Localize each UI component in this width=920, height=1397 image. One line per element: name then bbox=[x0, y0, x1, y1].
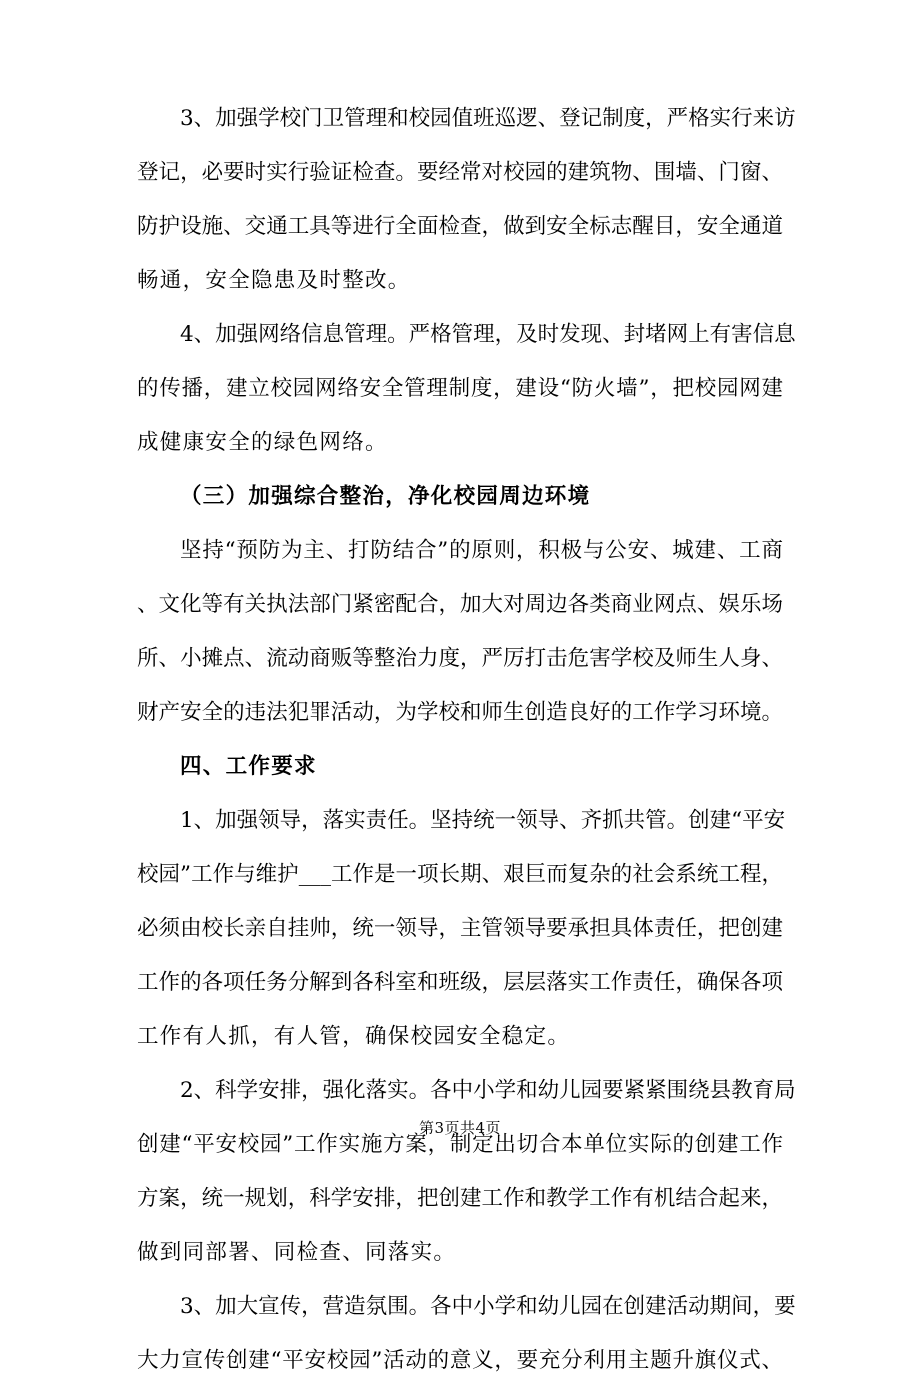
paragraph-remediation-line-4: 财产安全的违法犯罪活动，为学校和师生创造良好的工作学习环境。 bbox=[137, 700, 783, 725]
paragraph-3-line-2: 登记，必要时实行验证检查。要经常对校园的建筑物、围墙、门窗、 bbox=[137, 160, 783, 185]
requirement-1-line-2: 校园”工作与维护___工作是一项长期、艰巨而复杂的社会系统工程， bbox=[137, 862, 783, 887]
requirement-3-line-1: 3、加大宣传，营造氛围。各中小学和幼儿园在创建活动期间，要 bbox=[180, 1294, 796, 1319]
paragraph-remediation-line-1: 坚持“预防为主、打防结合”的原则，积极与公安、城建、工商 bbox=[180, 538, 783, 563]
paragraph-remediation-line-3: 所、小摊点、流动商贩等整治力度，严厉打击危害学校及师生人身、 bbox=[137, 646, 783, 671]
paragraph-4-line-3: 成健康安全的绿色网络。 bbox=[137, 430, 388, 455]
document-body bbox=[137, 101, 796, 1397]
paragraph-4-line-1: 4、加强网络信息管理。严格管理，及时发现、封堵网上有害信息 bbox=[180, 322, 796, 347]
section-heading-4: 四、工作要求 bbox=[180, 754, 317, 779]
paragraph-4-line-2: 的传播，建立校园网络安全管理制度，建设“防火墙”，把校园网建 bbox=[137, 376, 783, 401]
requirement-2-line-4: 做到同部署、同检查、同落实。 bbox=[137, 1240, 457, 1265]
requirement-1-line-5: 工作有人抓，有人管，确保校园安全稳定。 bbox=[137, 1024, 571, 1049]
requirement-3-line-2: 大力宣传创建“平安校园”活动的意义，要充分利用主题升旗仪式、 bbox=[137, 1348, 783, 1373]
paragraph-3-line-1: 3、加强学校门卫管理和校园值班巡逻、登记制度，严格实行来访 bbox=[180, 106, 796, 131]
requirement-1-line-3: 必须由校长亲自挂帅，统一领导，主管领导要承担具体责任，把创建 bbox=[137, 916, 783, 941]
requirement-2-line-1: 2、科学安排，强化落实。各中小学和幼儿园要紧紧围绕县教育局 bbox=[180, 1078, 796, 1103]
requirement-1-line-1: 1、加强领导，落实责任。坚持统一领导、齐抓共管。创建“平安 bbox=[180, 808, 786, 833]
paragraph-3-line-3: 防护设施、交通工具等进行全面检查，做到安全标志醒目，安全通道 bbox=[137, 214, 783, 239]
requirement-2-line-2: 创建“平安校园”工作实施方案，制定出切合本单位实际的创建工作 bbox=[137, 1132, 783, 1157]
paragraph-3-line-4: 畅通，安全隐患及时整改。 bbox=[137, 268, 411, 293]
paragraph-remediation-line-2: 、文化等有关执法部门紧密配合，加大对周边各类商业网点、娱乐场 bbox=[137, 592, 783, 617]
requirement-1-line-4: 工作的各项任务分解到各科室和班级，层层落实工作责任，确保各项 bbox=[137, 970, 783, 995]
page-number-footer: 第3页共4页 bbox=[418, 1119, 502, 1137]
section-heading-3: （三）加强综合整治，净化校园周边环境 bbox=[180, 484, 591, 509]
requirement-2-line-3: 方案，统一规划，科学安排，把创建工作和教学工作有机结合起来， bbox=[137, 1186, 783, 1211]
